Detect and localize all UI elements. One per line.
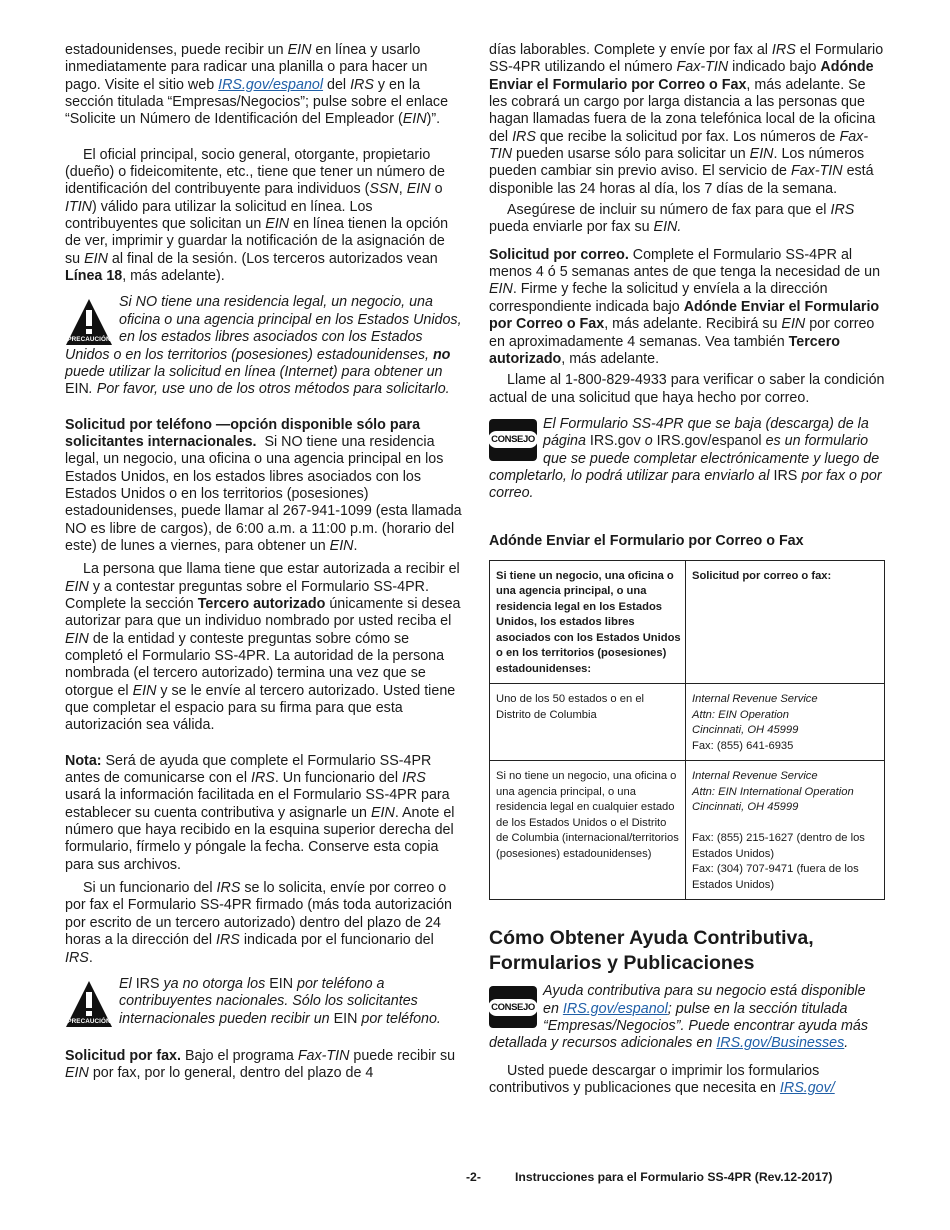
irs-gov-link[interactable]: IRS.gov/	[779, 1080, 835, 1097]
table-header-cell: Solicitud por correo o fax:	[686, 560, 885, 684]
fax-paragraph: Solicitud por fax. Bajo el programa Fax-TIN puede recibir su EIN por fax, por lo general, dentro del plazo de 4	[65, 1047, 456, 1082]
mail-heading: Solicitud por correo.	[489, 246, 629, 263]
note-paragraph: Nota: Será de ayuda que complete el Formulario SS-4PR antes de comunicarse con el IRS. Un funcionario del IRS usará la información facilitada en el Formulario SS-4PR para establecer su cuenta contributiva y asignarle un EIN. Anote el número que haya recibido en la esquina superior derecha del formulario, fírmelo y póngale la fecha. Conserve esta copia para sus archivos.	[65, 752, 455, 873]
caution-callout-phone: PRECAUCIÓN El IRS ya no otorga los EIN por teléfono a contribuyentes nacionales. Sólo los solicitantes internacionales pueden recibir un EIN por teléfono.	[65, 976, 463, 1030]
principal-officer-paragraph: El oficial principal, socio general, otorgante, propietario (dueño) o fideicomitente, etc., tiene que tener un número de identificación del contribuyente para individuos (SSN, EIN o ITIN) válido para utilizar la solicitud en línea. Los contribuyentes que solicitan un EIN en línea tienen la opción de ver, imprimir y guardar la notificación de la asignación de su EIN al final de la sesión. (Los terceros autorizados vean Línea 18, más adelante).	[65, 146, 449, 285]
caution-icon: PRECAUCIÓN	[65, 980, 113, 1028]
consejo-icon: CONSEJO	[489, 986, 537, 1028]
address-table	[489, 560, 885, 901]
irs-request-paragraph: Si un funcionario del IRS se lo solicita, envíe por correo o por fax el Formulario SS-4PR firmado (más toda autorización por escrito de un tercero autorizado) dentro del plazo de 24 horas a la dirección del IRS indicada por el funcionario del IRS.	[65, 880, 452, 966]
online-paragraph: estadounidenses, puede recibir un EIN en línea y usarlo inmediatamente para radicar una planilla o para hacer un pago. Visite el sitio web IRS.gov/espanol del IRS y en la sección titulada “Empresas/Negocios”; pulse sobre el enlace “Solicite un Número de Identificación del Empleador (EIN)”.	[65, 42, 449, 128]
consejo-icon: CONSEJO	[489, 419, 537, 461]
download-paragraph: Usted puede descargar o imprimir los formularios contributivos y publicaciones que necesita en IRS.gov/	[489, 1062, 835, 1097]
phone-heading: Solicitud por teléfono —opción disponible sólo para solicitantes internacionales.	[65, 416, 421, 450]
fax-continued-paragraph: días laborables. Complete y envíe por fax al IRS el Formulario SS-4PR utilizando el número Fax-TIN indicado bajo Adónde Enviar el Formulario por Correo o Fax, más adelante. Se les cobrará un cargo por larga distancia a las personas que hagan llamadas fuera de la zona telefónica local de la oficina del IRS que recibe la solicitud por fax. Los números de Fax-TIN pueden usarse sólo para solicitar un EIN. Los números pueden cambiar sin previo aviso. El servicio de Fax-TIN está disponible las 24 horas al día, los 7 días de la semana.	[489, 42, 884, 197]
table-header-row	[490, 560, 885, 684]
irs-espanol-link[interactable]: IRS.gov/espanol	[218, 76, 324, 93]
mail-paragraph: Solicitud por correo. Complete el Formulario SS-4PR al menos 4 ó 5 semanas antes de que tenga la necesidad de un EIN. Firme y feche la solicitud y envíela a la dirección correspondiente indicada bajo Adónde Enviar el Formulario por Correo o Fax, más adelante. Recibirá su EIN por correo en aproximadamente 4 semanas. Vea también Tercero autorizado, más adelante.	[489, 246, 881, 367]
fax-heading: Solicitud por fax.	[65, 1047, 181, 1064]
table-cell: Internal Revenue Service Attn: EIN International Operation Cincinnati, OH 45999 Fax: (855) 215-1627 (dentro de los Estados Unidos) Fax: (304) 707-9471 (fuera de los Estados Unidos)	[686, 761, 885, 900]
page-number: -2-	[466, 1170, 481, 1184]
caution-icon: PRECAUCIÓN	[65, 298, 113, 346]
table-title: Adónde Enviar el Formulario por Correo o Fax	[489, 532, 804, 549]
fax-number-paragraph: Asegúrese de incluir su número de fax para que el IRS pueda enviarle por fax su EIN.	[489, 202, 855, 236]
caller-authorization-paragraph: La persona que llama tiene que estar autorizada a recibir el EIN y a contestar preguntas sobre el Formulario SS-4PR. Complete la sección Tercero autorizado únicamente si desea autorizar para que un individuo nombrado por usted reciba el EIN de la entidad y conteste preguntas sobre cómo se completó el Formulario SS-4PR. La autoridad de la persona nombrada (el tercero autorizado) termina una vez que se otorgue el EIN y se le envíe al tercero autorizado. Usted tiene que completar el espacio para su firma para que esta autorización sea válida.	[65, 561, 461, 734]
table-row	[490, 684, 885, 761]
tip-callout-help: CONSEJO Ayuda contributiva para su negocio está disponible en IRS.gov/espanol; pulse en la sección titulada “Empresas/Negocios”. Puede encontrar ayuda más detallada y recursos adicionales en IRS.gov/Businesses.	[489, 983, 869, 1052]
caution-callout-online: PRECAUCIÓN Si NO tiene una residencia legal, un negocio, una oficina o una agencia principal en los Estados Unidos, en los estados libres asociados con los Estados Unidos o en los territorios (posesiones) estadounidenses, no puede utilizar la solicitud en línea (Internet) para obtener un EIN. Por favor, use uno de los otros métodos para solicitarlo.	[65, 294, 462, 398]
table-cell: Si no tiene un negocio, una oficina o una agencia principal, o una residencia legal en cualquier estado de los Estados Unidos o el Distrito de Columbia (internacional/territorios (posesiones) estadounidenses)	[490, 761, 686, 900]
footer-title: Instrucciones para el Formulario SS-4PR (Rev.12-2017)	[515, 1170, 833, 1184]
table-cell: Internal Revenue Service Attn: EIN Operation Cincinnati, OH 45999 Fax: (855) 641-6935	[686, 684, 885, 761]
tip-callout-form: CONSEJO El Formulario SS-4PR que se baja (descarga) de la página IRS.gov o IRS.gov/espanol es un formulario que se puede completar electrónicamente y luego de completarlo, lo podrá utilizar para enviarlo al IRS por fax o por correo.	[489, 415, 882, 502]
right-column	[489, 42, 885, 1098]
section-title: Cómo Obtener Ayuda Contributiva, Formularios y Publicaciones	[489, 927, 814, 974]
irs-espanol-link[interactable]: IRS.gov/espanol	[562, 1000, 668, 1017]
irs-businesses-link[interactable]: IRS.gov/Businesses	[716, 1035, 845, 1052]
verify-paragraph: Llame al 1-800-829-4933 para verificar o saber la condición actual de una solicitud que haya hecho por correo.	[489, 372, 885, 406]
phone-paragraph: Solicitud por teléfono —opción disponible sólo para solicitantes internacionales. Si NO tiene una residencia legal, un negocio, una oficina o una agencia principal en los Estados Unidos, en los estados libres asociados con los Estados Unidos o en los territorios (posesiones) estadounidenses, puede llamar al 267-941-1099 (esta llamada NO es libre de cargos), de 6:00 a.m. a 11:00 p.m. (horario del este) de lunes a viernes, para obtener un EIN.	[65, 416, 462, 554]
table-cell: Uno de los 50 estados o en el Distrito de Columbia	[490, 684, 686, 761]
left-column	[65, 42, 463, 1083]
table-header-cell: Si tiene un negocio, una oficina o una agencia principal, o una residencia legal en los Estados Unidos, los estados libres asociados con los Estados Unidos o en los territorios (posesiones) estadounidenses:	[490, 560, 686, 684]
table-row	[490, 761, 885, 900]
